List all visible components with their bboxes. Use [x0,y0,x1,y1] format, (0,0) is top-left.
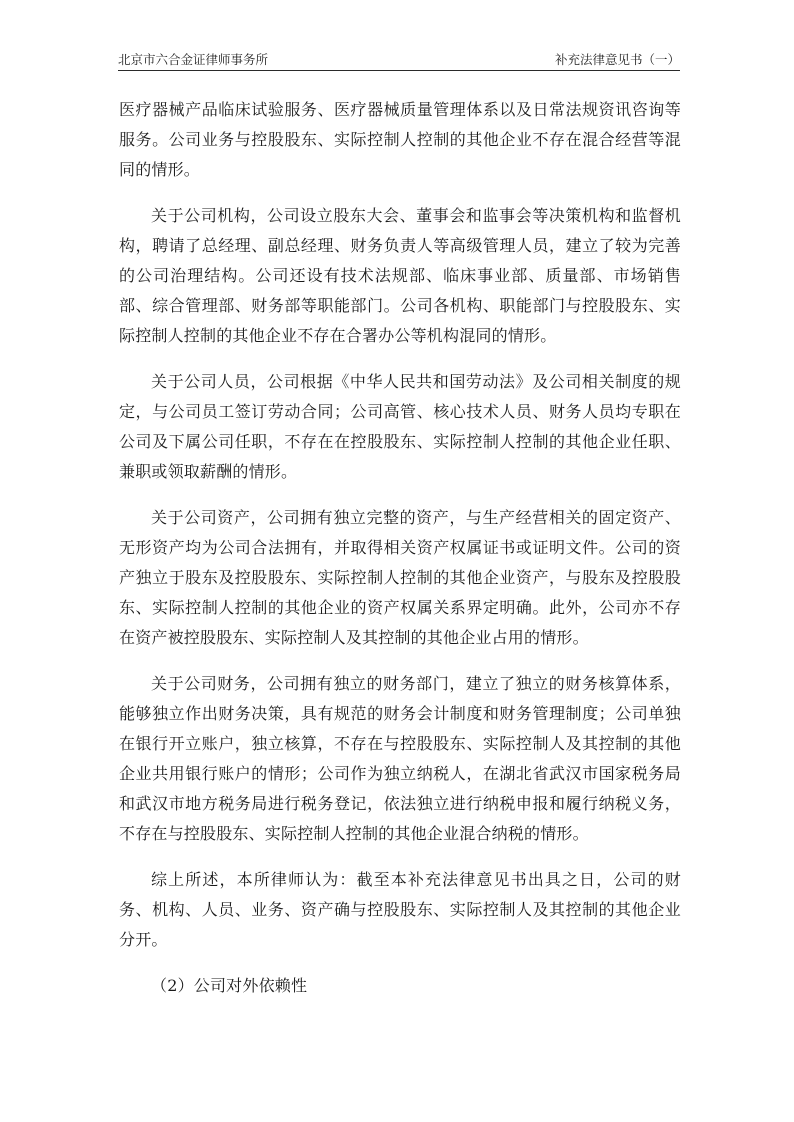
paragraph-business-continuation: 医疗器械产品临床试验服务、医疗器械质量管理体系以及日常法规资讯咨询等服务。公司业务与控股股东、实际控制人控制的其他企业不存在混合经营等混同的情形。 [119,100,681,179]
document-body [119,95,681,1001]
paragraph-conclusion: 综上所述，本所律师认为：截至本补充法律意见书出具之日，公司的财务、机构、人员、业务、资产确与控股股东、实际控制人及其控制的其他企业分开。 [119,870,681,949]
paragraph-organization: 关于公司机构，公司设立股东大会、董事会和监事会等决策机构和监督机构，聘请了总经理、副总经理、财务负责人等高级管理人员，建立了较为完善的公司治理结构。公司还设有技术法规部、临床事业部、质量部、市场销售部、综合管理部、财务部等职能部门。公司各机构、职能部门与控股股东、实际控制人控制的其他企业不存在合署办公等机构混同的情形。 [119,206,681,345]
paragraph-personnel: 关于公司人员，公司根据《中华人民共和国劳动法》及公司相关制度的规定，与公司员工签订劳动合同；公司高管、核心技术人员、财务人员均专职在公司及下属公司任职，不存在在控股股东、实际控制人控制的其他企业任职、兼职或领取薪酬的情形。 [119,372,681,481]
firm-name: 北京市六合金证律师事务所 [118,52,269,67]
document-title: 补充法律意见书（一） [554,52,680,67]
paragraph-assets: 关于公司资产，公司拥有独立完整的资产，与生产经营相关的固定资产、无形资产均为公司合法拥有，并取得相关资产权属证书或证明文件。公司的资产独立于股东及控股股东、实际控制人控制的其他企业资产，与股东及控股股东、实际控制人控制的其他企业的资产权属关系界定明确。此外，公司亦不存在资产被控股股东、实际控制人及其控制的其他企业占用的情形。 [119,508,681,647]
section-heading-external-dependence: （2）公司对外依赖性 [151,976,308,995]
page-header [118,46,680,71]
paragraph-finance: 关于公司财务，公司拥有独立的财务部门，建立了独立的财务核算体系，能够独立作出财务决策，具有规范的财务会计制度和财务管理制度；公司单独在银行开立账户，独立核算，不存在与控股股东、实际控制人及其控制的其他企业共用银行账户的情形；公司作为独立纳税人，在湖北省武汉市国家税务局和武汉市地方税务局进行税务登记，依法独立进行纳税申报和履行纳税义务，不存在与控股股东、实际控制人控制的其他企业混合纳税的情形。 [119,674,681,843]
